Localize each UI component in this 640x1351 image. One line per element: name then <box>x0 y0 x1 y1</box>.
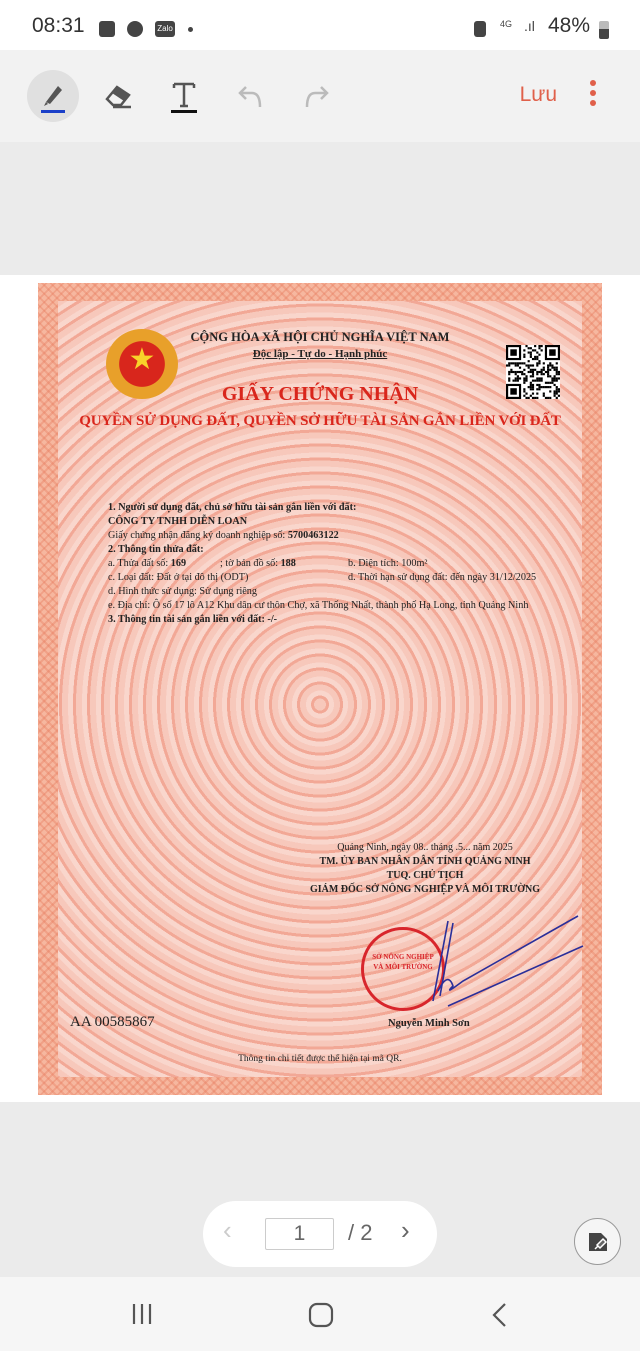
section-2-heading: 2. Thông tin thửa đất: <box>108 544 204 555</box>
battery-icon <box>599 21 609 39</box>
dot-icon <box>188 27 193 32</box>
signature-block <box>268 841 582 897</box>
signer-title: GIÁM ĐỐC SỞ NÔNG NGHIỆP VÀ MÔI TRƯỜNG <box>309 884 541 895</box>
eraser-icon <box>103 81 135 111</box>
parcel-number: 169 <box>170 558 187 569</box>
address: e. Địa chỉ: Ô số 17 lô A12 Khu dân cư thôn Chợ, xã Thống Nhất, thành phố Hạ Long, tỉnh Quảng Ninh <box>108 600 529 611</box>
zalo-icon: Zalo <box>155 21 175 37</box>
section-3-heading: 3. Thông tin tài sản gắn liền với đất: -/- <box>108 614 278 625</box>
official-stamp: SỞ NÔNG NGHIỆP VÀ MÔI TRƯỜNG <box>361 927 445 1011</box>
pen-icon <box>38 78 68 114</box>
next-page-button[interactable]: › <box>401 1215 410 1245</box>
national-emblem: ★ <box>106 329 178 399</box>
text-icon <box>169 78 199 114</box>
clock: 08:31 <box>32 14 85 37</box>
qr-note: Thông tin chi tiết được thể hiện tại mã QR. <box>238 1054 402 1064</box>
page-navigator <box>203 1201 437 1267</box>
undo-icon <box>236 81 266 111</box>
reg-number: 5700463122 <box>287 530 339 541</box>
system-nav-bar <box>0 1277 640 1351</box>
battery-saver-icon <box>474 21 486 37</box>
motto: Độc lập - Tự do - Hạnh phúc <box>252 348 388 360</box>
network-icon: 4G <box>500 19 513 29</box>
issue-date: Quảng Ninh, ngày 08.. tháng .5... năm 2025 <box>337 842 513 853</box>
gallery-icon <box>99 21 115 37</box>
map-label: ; tờ bản đồ số: <box>220 558 281 569</box>
usage-term: d. Thời hạn sử dụng đất: đến ngày 31/12/2025 <box>348 572 537 583</box>
more-options-icon[interactable] <box>590 80 598 110</box>
certificate-subtitle: QUYỀN SỬ DỤNG ĐẤT, QUYỀN SỞ HỮU TÀI SẢN GẮN LIỀN VỚI ĐẤT <box>79 413 561 429</box>
section-1-heading: 1. Người sử dụng đất, chủ sở hữu tài sản gắn liền với đất: <box>108 502 357 513</box>
page-total: / 2 <box>348 1220 373 1245</box>
reg-label: Giấy chứng nhận đăng ký doanh nghiệp số: <box>108 530 288 541</box>
status-bar <box>0 0 640 50</box>
country-name: CỘNG HÒA XÃ HỘI CHỦ NGHĨA VIỆT NAM <box>190 330 450 344</box>
sign-pin-icon <box>587 1231 609 1253</box>
authority-role: TUQ. CHỦ TỊCH <box>386 870 464 881</box>
certificate-title: GIẤY CHỨNG NHẬN <box>221 383 419 405</box>
area: b. Diện tích: 100m² <box>348 558 428 569</box>
save-button[interactable]: Lưu <box>519 83 557 106</box>
eraser-tool-button[interactable] <box>93 70 145 122</box>
back-button[interactable] <box>490 1302 510 1328</box>
land-type: c. Loại đất: Đất ở tại đô thị (ODT) <box>108 572 249 583</box>
serial-number: AA 00585867 <box>70 1014 155 1030</box>
signature <box>408 901 588 1017</box>
home-button[interactable] <box>308 1302 334 1328</box>
signer-name: Nguyễn Minh Sơn <box>388 1018 470 1029</box>
redo-icon <box>301 81 331 111</box>
parcel-label: a. Thửa đất số: <box>108 558 171 569</box>
sign-document-button[interactable] <box>574 1218 621 1265</box>
text-tool-button[interactable] <box>158 70 210 122</box>
undo-button[interactable] <box>225 70 277 122</box>
battery-level: 48% <box>548 14 591 37</box>
certificate-body <box>108 501 570 627</box>
prev-page-button[interactable]: ‹ <box>223 1215 232 1245</box>
authority: TM. ỦY BAN NHÂN DÂN TỈNH QUẢNG NINH <box>319 856 531 867</box>
redo-button[interactable] <box>290 70 342 122</box>
pen-tool-button[interactable] <box>27 70 79 122</box>
map-number: 188 <box>280 558 296 569</box>
recent-apps-button[interactable] <box>130 1302 154 1326</box>
usage-form: d. Hình thức sử dụng: Sử dụng riêng <box>108 586 257 597</box>
page-number-input[interactable]: 1 <box>265 1218 334 1250</box>
toolbar <box>0 50 640 142</box>
owner-name: CÔNG TY TNHH DIỄN LOAN <box>108 516 248 527</box>
facebook-icon <box>127 21 143 37</box>
land-certificate <box>38 283 602 1095</box>
signal-icon: .ıl <box>524 18 535 34</box>
